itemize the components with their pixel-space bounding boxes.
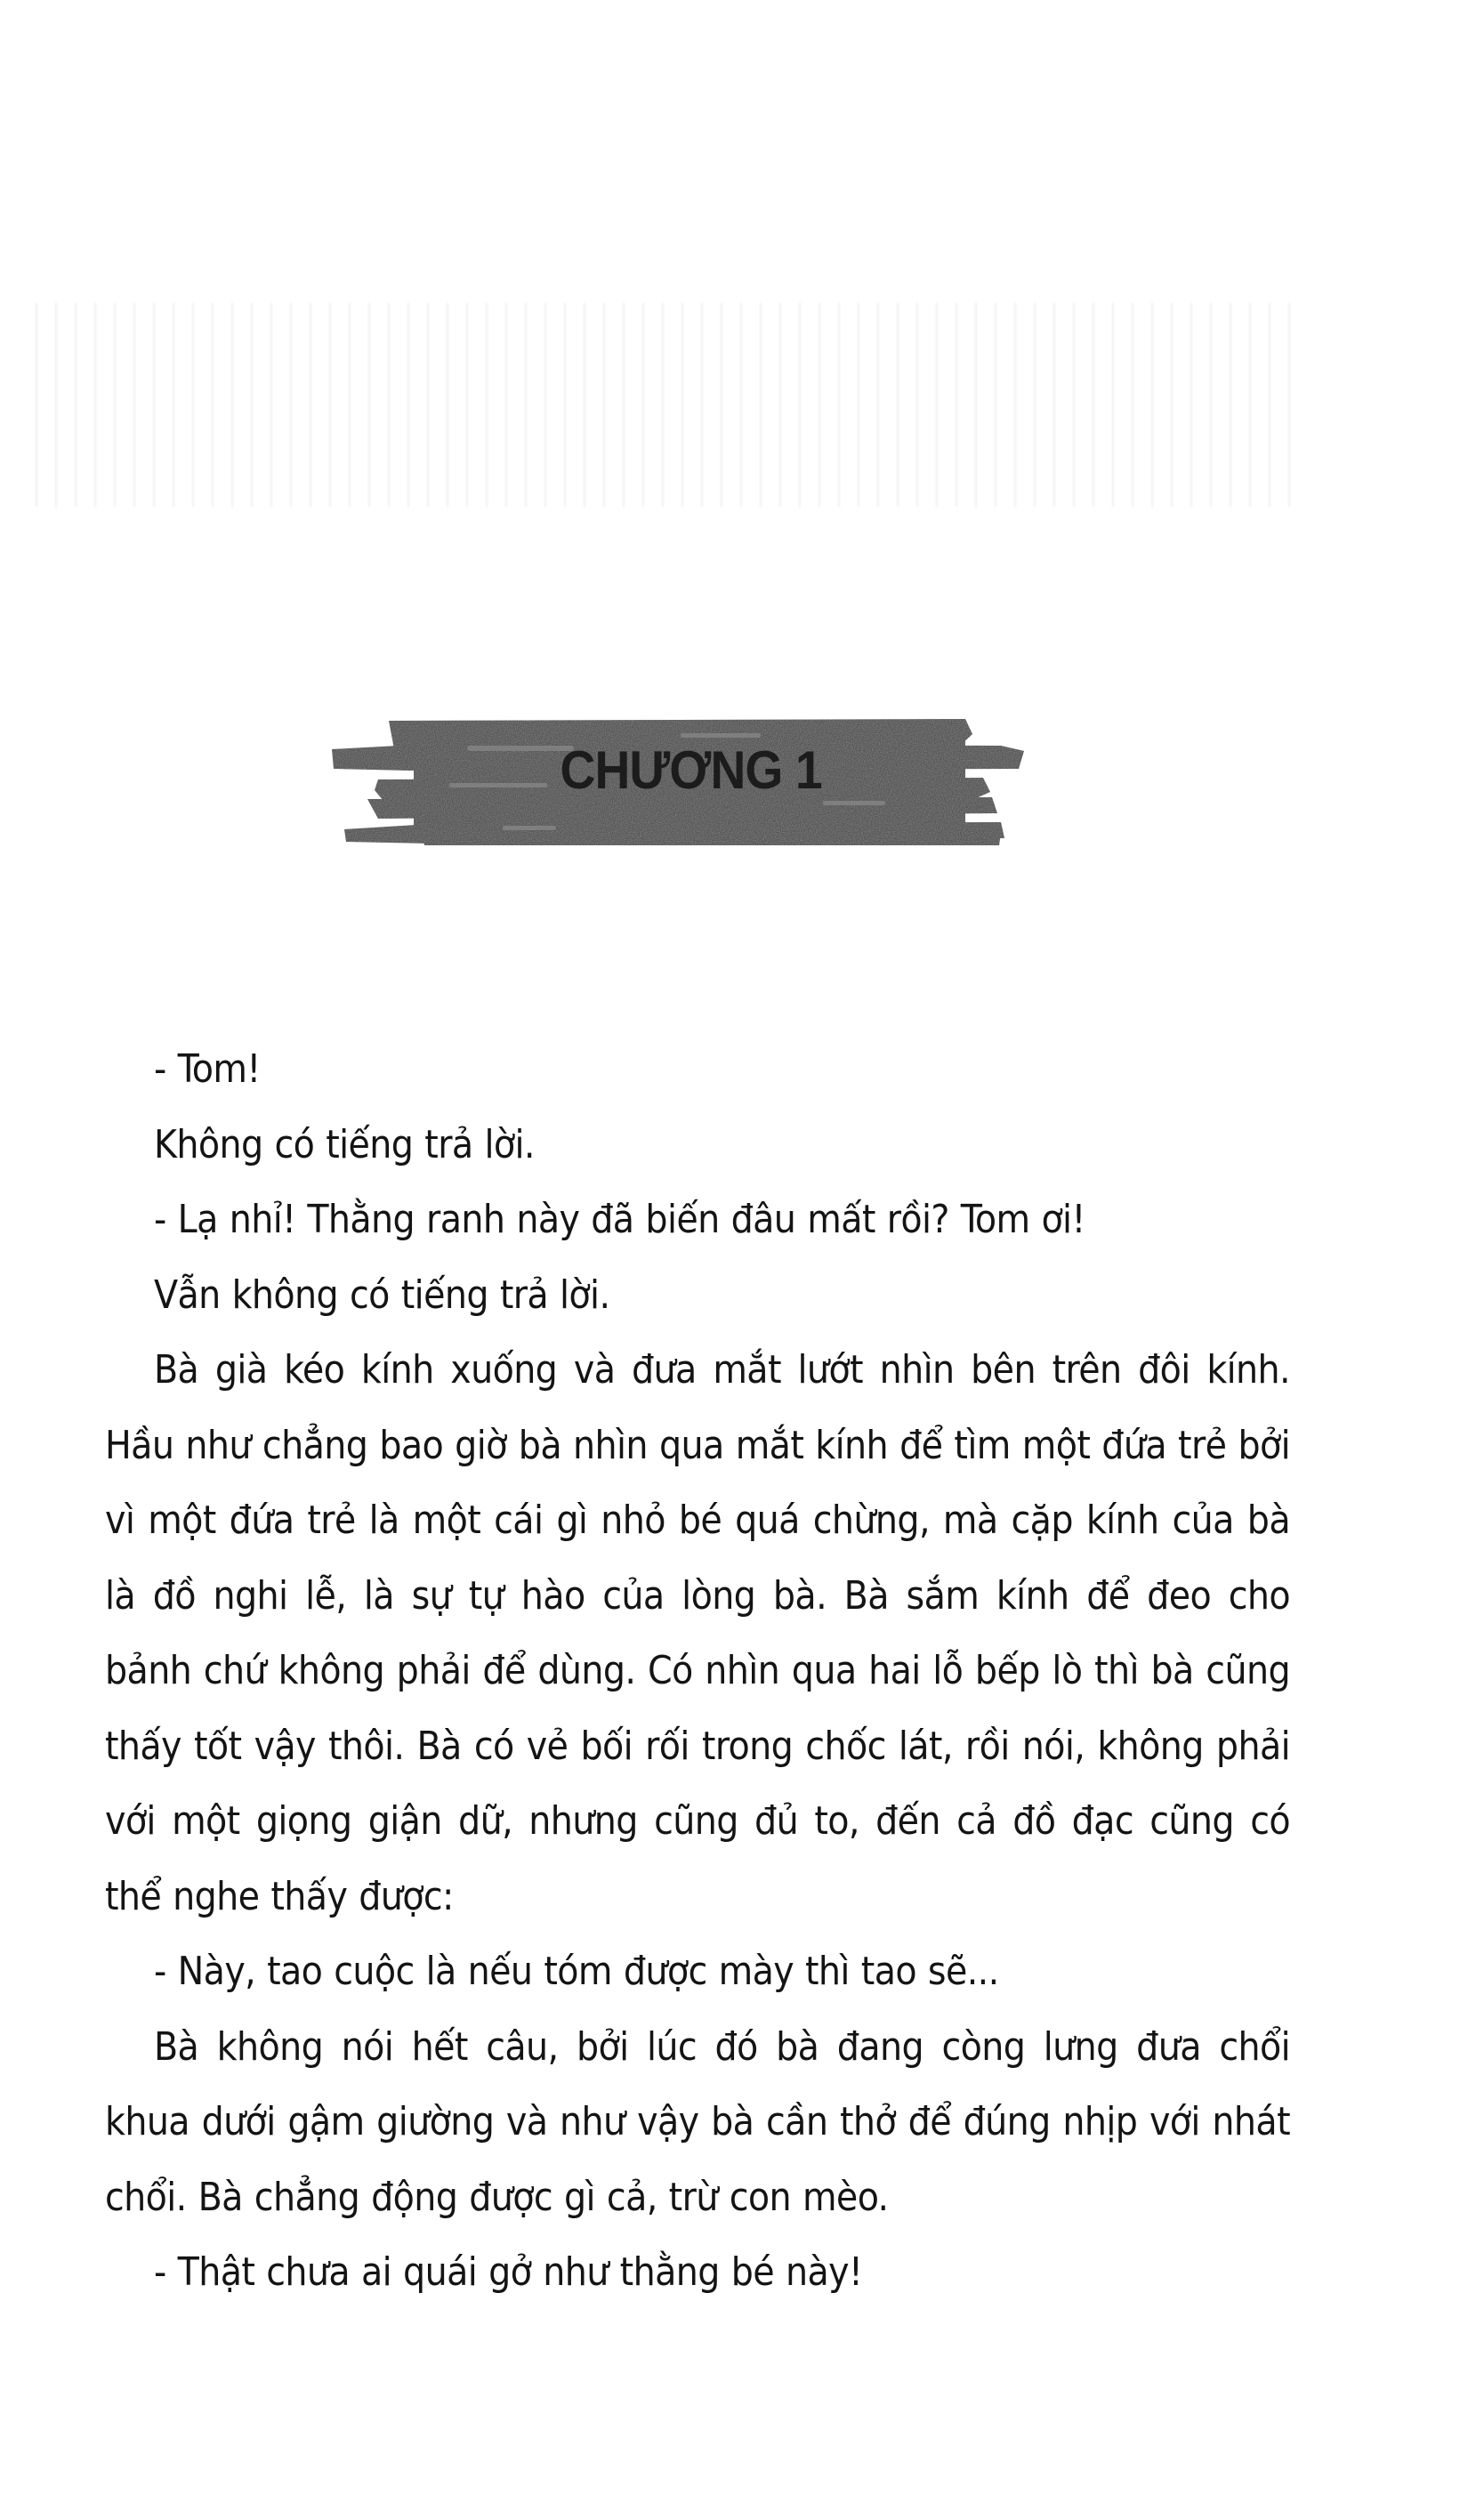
narration-paragraph: Vẫn không có tiếng trả lời.	[154, 1272, 610, 1318]
narration-paragraph: Bà không nói hết câu, bởi lúc đó bà đang còng lưng đưa chổi khua dưới gậm giường và như vậy bà cần thở để đúng nhịp với nhát chổi. Bà chẳng động được gì cả, trừ con mèo.	[105, 2023, 1290, 2220]
narration-paragraph: Không có tiếng trả lời.	[154, 1121, 535, 1167]
narration-paragraph: Bà già kéo kính xuống và đưa mắt lướt nhìn bên trên đôi kính. Hầu như chẳng bao giờ bà nhìn qua mắt kính để tìm một đứa trẻ bởi vì một đứa trẻ là một cái gì nhỏ bé quá chừng, mà cặp kính của bà là đồ nghi lễ, là sự tự hào của lòng bà. Bà sắm kính để đeo cho bảnh chứ không phải để dùng. Có nhìn qua hai lỗ bếp lò thì bà cũng thấy tốt vậy thôi. Bà có vẻ bối rối trong chốc lát, rồi nói, không phải với một giọng giận dữ, nhưng cũng đủ to, đến cả đồ đạc cũng có thể nghe thấy được:	[105, 1347, 1290, 1919]
chapter-title: CHƯƠNG 1	[560, 739, 822, 800]
bleed-through-noise	[36, 303, 1299, 507]
dialogue-line: - Thật chưa ai quái gở như thằng bé này!	[154, 2249, 863, 2295]
chapter-body	[105, 1032, 1290, 2311]
dialogue-line: - Tom!	[154, 1046, 261, 1092]
chapter-heading	[325, 694, 1028, 845]
dialogue-line: - Lạ nhỉ! Thằng ranh này đã biến đâu mất rồi? Tom ơi!	[154, 1197, 1085, 1242]
dialogue-line: - Này, tao cuộc là nếu tóm được mày thì tao sẽ...	[154, 1949, 999, 1994]
